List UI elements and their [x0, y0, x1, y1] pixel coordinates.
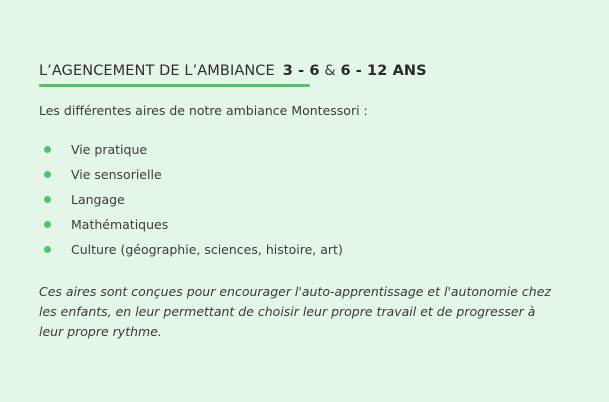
title-main: L’AGENCEMENT DE L’AMBIANCE	[39, 63, 275, 79]
list-item-label: Vie sensorielle	[71, 167, 162, 182]
list-item-label: Culture (géographie, sciences, histoire, art)	[71, 242, 343, 257]
areas-list	[39, 140, 343, 265]
bullet-icon	[44, 146, 51, 153]
list-item	[39, 215, 343, 240]
list-item-label: Vie pratique	[71, 142, 148, 157]
bullet-icon	[44, 196, 51, 203]
list-item-label: Langage	[71, 192, 125, 207]
list-item	[39, 190, 343, 215]
title-underline	[39, 84, 310, 87]
bullet-icon	[44, 171, 51, 178]
bullet-icon	[44, 246, 51, 253]
list-item	[39, 165, 343, 190]
outro-paragraph: Ces aires sont conçues pour encourager l'auto-apprentissage et l'autonomie chez les enfants, en leur permettant de choisir leur propre travail et de progresser à leur propre rythme.	[39, 284, 551, 339]
list-item-label: Mathématiques	[71, 217, 169, 232]
list-item	[39, 140, 343, 165]
section-title	[39, 60, 427, 79]
intro-text: Les différentes aires de notre ambiance Montessori :	[39, 103, 368, 118]
title-ampersand: &	[324, 63, 336, 79]
title-range-3-6: 3 - 6	[282, 63, 320, 79]
bullet-icon	[44, 221, 51, 228]
title-range-6-12: 6 - 12 ANS	[340, 63, 427, 79]
list-item	[39, 240, 343, 265]
